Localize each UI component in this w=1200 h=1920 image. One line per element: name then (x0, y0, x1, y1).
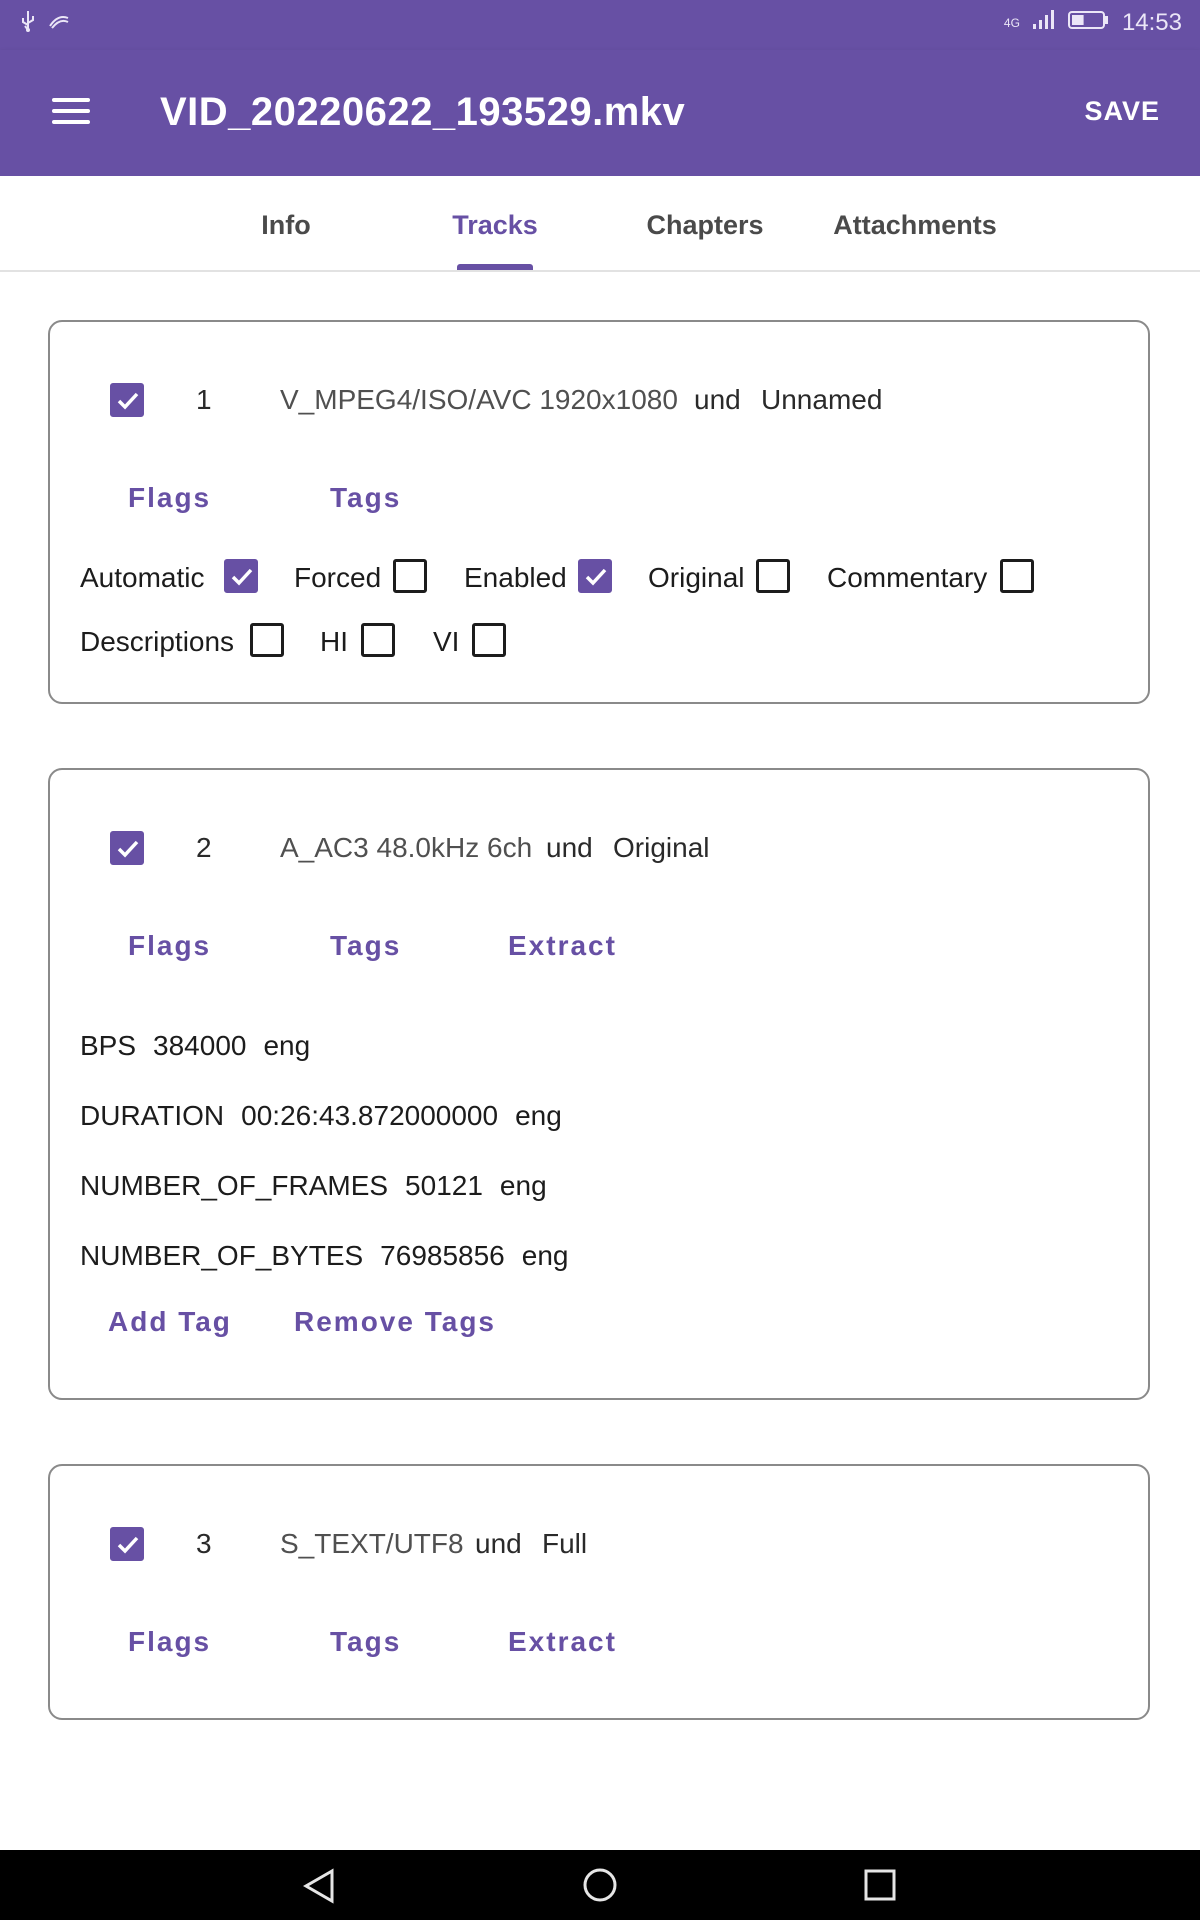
remove-tags-button[interactable]: Remove Tags (294, 1306, 496, 1337)
file-title: VID_20220622_193529.mkv (160, 90, 686, 134)
flag-label-automatic: Automatic (80, 562, 205, 593)
swipe-icon (48, 12, 70, 35)
flag-checkbox-forced[interactable] (393, 559, 427, 593)
back-icon[interactable] (302, 1868, 336, 1909)
flag-label-original: Original (648, 562, 745, 593)
track-checkbox-2[interactable] (110, 831, 144, 865)
tab-bar (0, 176, 1200, 272)
track-language: und (694, 384, 741, 415)
clock: 14:53 (1121, 8, 1182, 36)
flag-label-commentary: Commentary (827, 562, 988, 593)
track-name: Full (542, 1528, 588, 1559)
tab-info[interactable]: Info (261, 210, 311, 240)
track-codec: S_TEXT/UTF8 (280, 1528, 464, 1559)
flag-label-hi: HI (320, 626, 348, 657)
tag-value: 50121 (405, 1170, 483, 1201)
tag-value: 76985856 (380, 1240, 505, 1271)
battery-icon (1068, 9, 1110, 37)
tag-value: 00:26:43.872000000 (241, 1100, 499, 1131)
flag-checkbox-commentary[interactable] (1000, 559, 1034, 593)
recents-icon[interactable] (864, 1869, 896, 1906)
flag-label-descriptions: Descriptions (80, 626, 235, 657)
flags-button[interactable]: Flags (128, 1626, 212, 1657)
track-language: und (546, 832, 593, 863)
track-language: und (475, 1528, 522, 1559)
flag-label-vi: VI (433, 626, 460, 657)
tab-tracks[interactable]: Tracks (452, 210, 538, 240)
tag-name: NUMBER_OF_BYTES (80, 1240, 364, 1271)
tab-attachments[interactable]: Attachments (833, 210, 997, 240)
flag-label-enabled: Enabled (464, 562, 567, 593)
home-icon[interactable] (582, 1867, 618, 1908)
track-codec: A_AC3 48.0kHz 6ch (280, 832, 533, 863)
flag-checkbox-enabled[interactable] (578, 559, 612, 593)
save-button[interactable]: SAVE (1084, 96, 1160, 126)
extract-button[interactable]: Extract (508, 930, 617, 961)
tag-value: 384000 (153, 1030, 247, 1061)
track-number: 1 (196, 384, 212, 415)
tags-button[interactable]: Tags (330, 930, 402, 961)
flag-checkbox-hi[interactable] (361, 623, 395, 657)
tab-chapters[interactable]: Chapters (646, 210, 764, 240)
status-bar (0, 0, 1200, 50)
tags-button[interactable]: Tags (330, 482, 402, 513)
tag-row (80, 1030, 327, 1062)
tag-name: BPS (80, 1030, 137, 1061)
tag-lang: eng (263, 1030, 311, 1061)
network-label: 4G (1003, 15, 1020, 30)
flag-checkbox-original[interactable] (756, 559, 790, 593)
flags-button[interactable]: Flags (128, 930, 212, 961)
tag-lang: eng (499, 1170, 547, 1201)
extract-button[interactable]: Extract (508, 1626, 617, 1657)
add-tag-button[interactable]: Add Tag (108, 1306, 232, 1337)
tag-row (80, 1170, 564, 1202)
flag-checkbox-descriptions[interactable] (250, 623, 284, 657)
active-tab-indicator (457, 264, 533, 270)
track-card-3 (48, 1464, 1150, 1720)
app-bar (0, 50, 1200, 176)
signal-icon (1032, 8, 1056, 37)
usb-icon (20, 10, 36, 37)
navigation-bar (0, 1850, 1200, 1920)
track-codec: V_MPEG4/ISO/AVC 1920x1080 (280, 384, 678, 415)
track-number: 3 (196, 1528, 212, 1559)
track-checkbox-1[interactable] (110, 383, 144, 417)
flag-checkbox-vi[interactable] (472, 623, 506, 657)
tag-lang: eng (515, 1100, 562, 1131)
hamburger-menu-icon[interactable] (52, 98, 90, 128)
track-name: Original (613, 832, 710, 863)
flag-label-forced: Forced (294, 562, 382, 593)
track-name: Unnamed (761, 384, 883, 415)
track-card-2 (48, 768, 1150, 1400)
track-checkbox-3[interactable] (110, 1527, 144, 1561)
tag-row (80, 1100, 579, 1132)
tags-button[interactable]: Tags (330, 1626, 402, 1657)
tag-lang: eng (521, 1240, 569, 1271)
tag-name: DURATION (80, 1100, 225, 1131)
flags-button[interactable]: Flags (128, 482, 212, 513)
tag-row (80, 1240, 585, 1272)
track-number: 2 (196, 832, 212, 863)
flag-checkbox-automatic[interactable] (224, 559, 258, 593)
tag-name: NUMBER_OF_FRAMES (80, 1170, 389, 1201)
track-card-1 (48, 320, 1150, 704)
